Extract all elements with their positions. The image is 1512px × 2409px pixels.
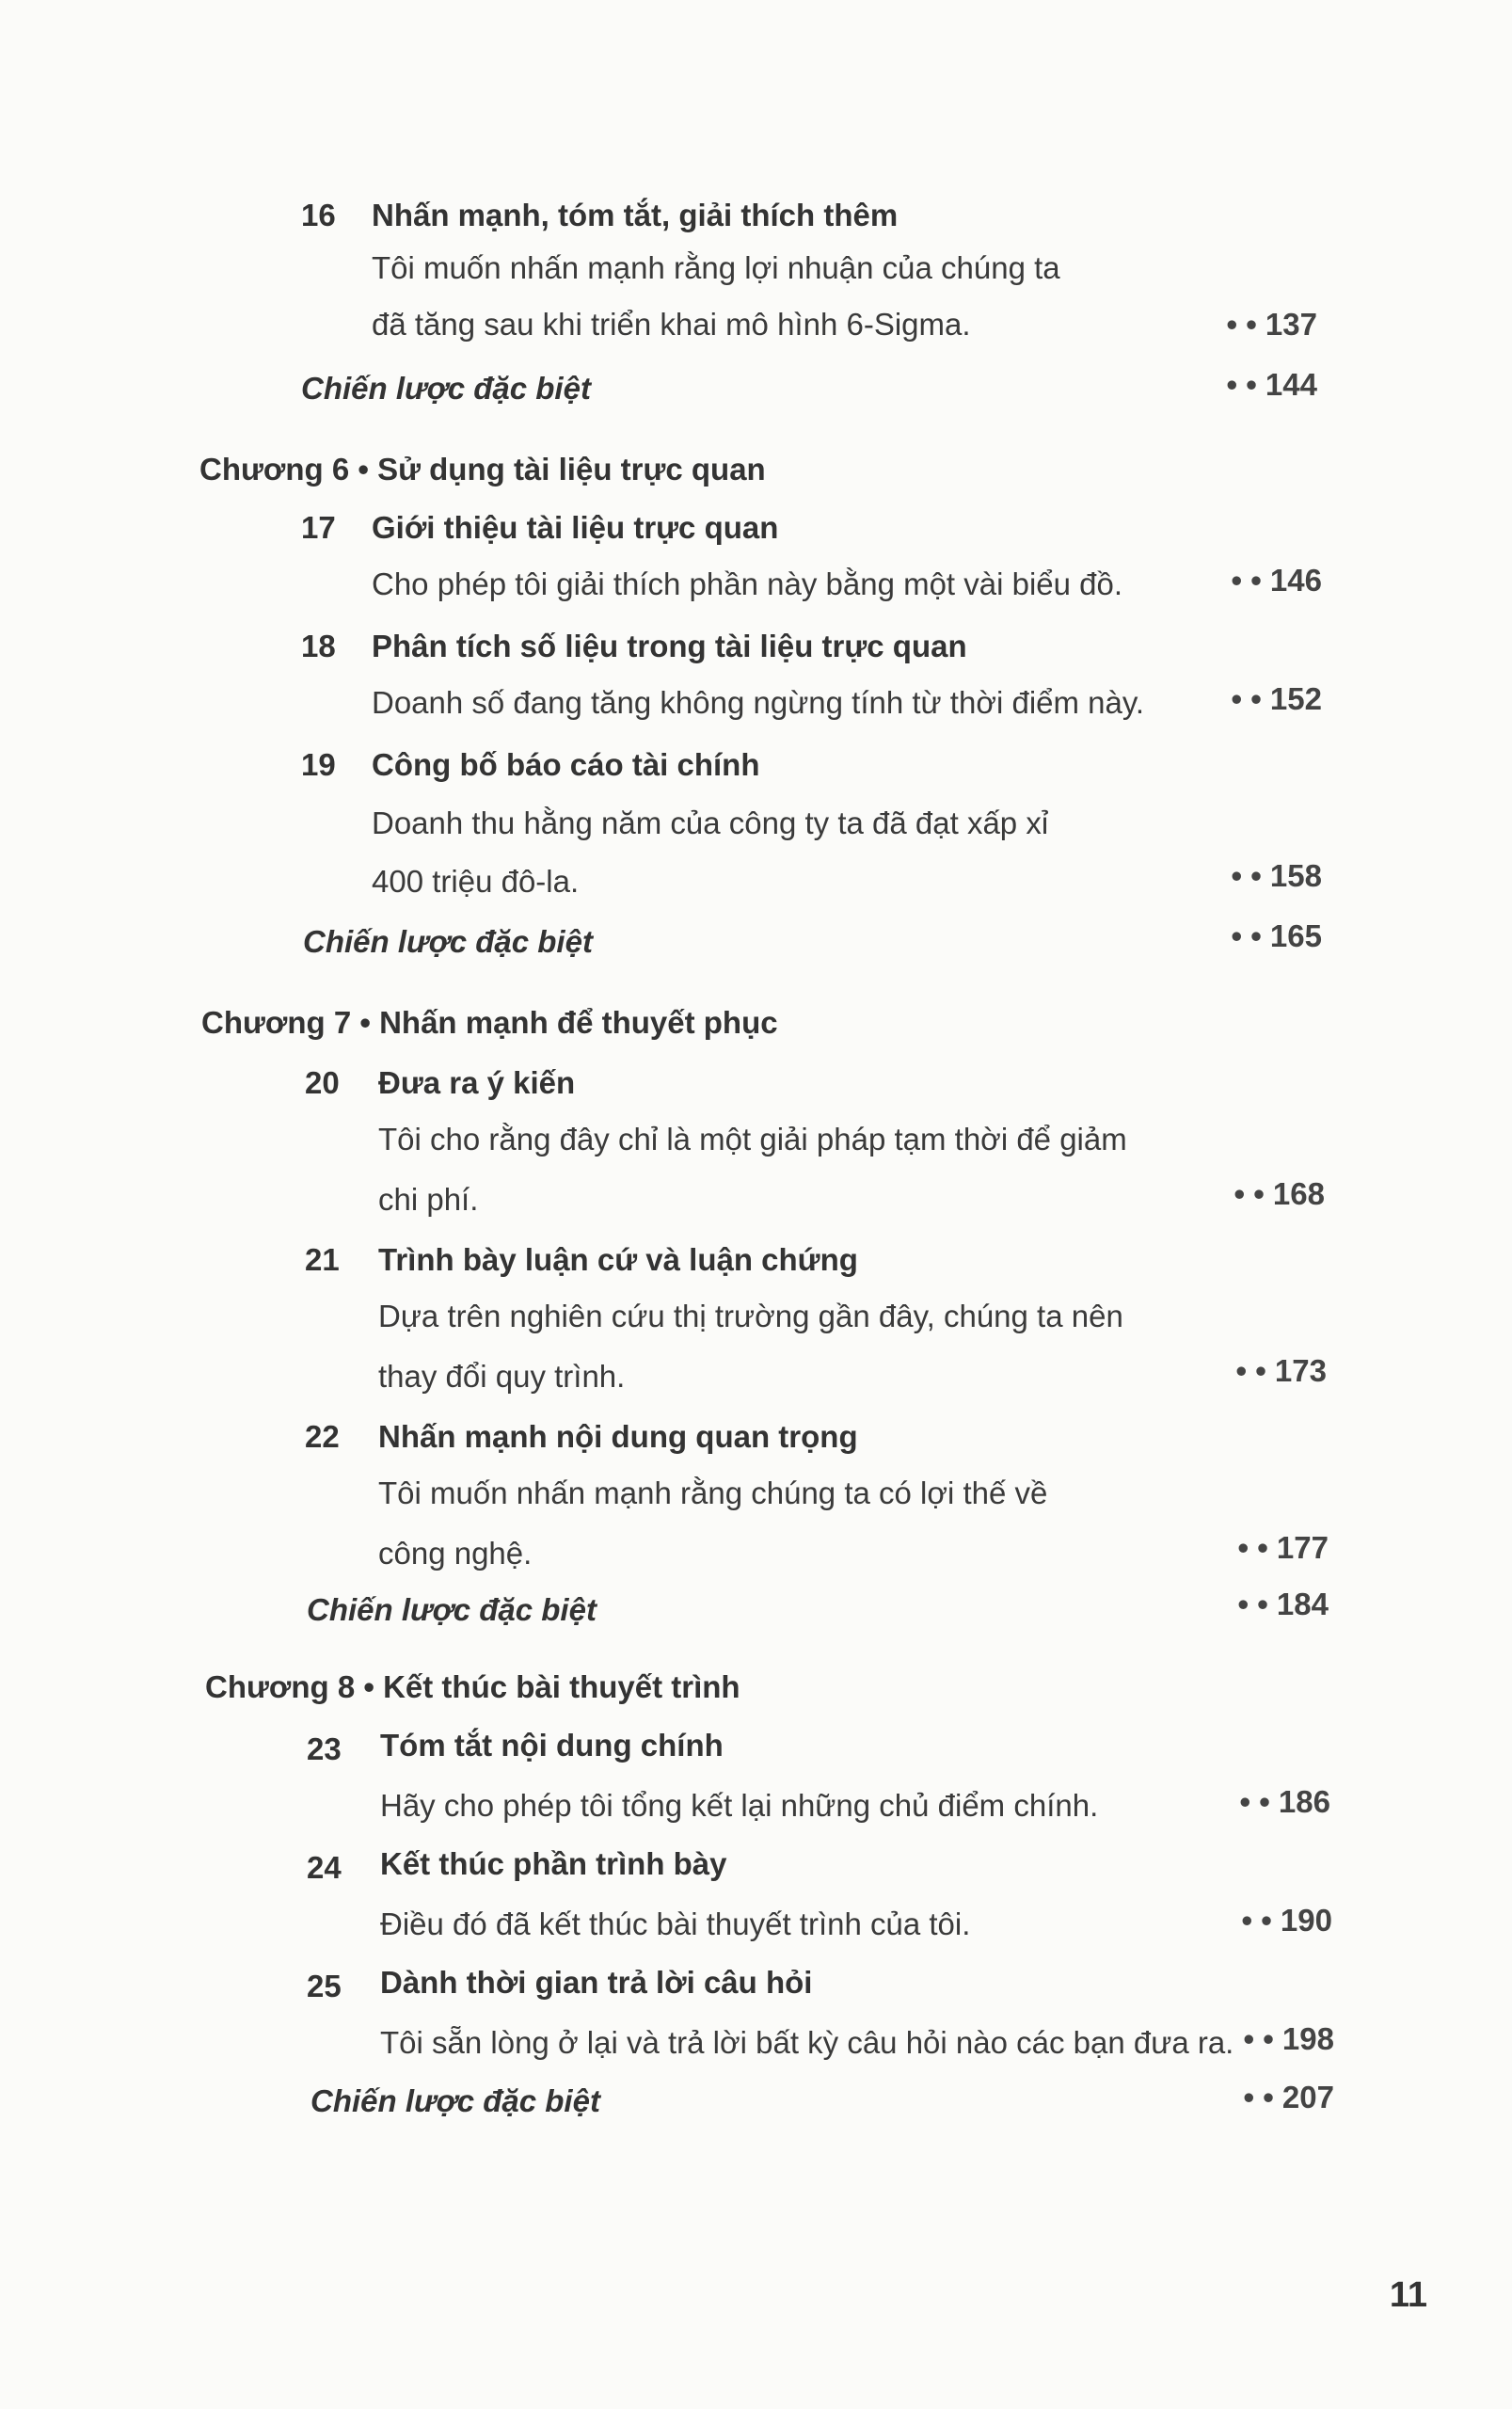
chapter-heading: Chương 6 • Sử dụng tài liệu trực quan xyxy=(199,452,766,487)
chapter-heading: Chương 7 • Nhấn mạnh để thuyết phục xyxy=(201,1005,778,1040)
entry-example: Tôi muốn nhấn mạnh rằng chúng ta có lợi thế về xyxy=(378,1476,1048,1510)
entry-number: 21 xyxy=(305,1242,340,1277)
entry-page: • • 207 xyxy=(1243,2080,1334,2114)
entry-example: Hãy cho phép tôi tổng kết lại những chủ điểm chính. xyxy=(380,1788,1099,1823)
entry-title: Trình bày luận cứ và luận chứng xyxy=(378,1242,858,1277)
chapter-heading: Chương 8 • Kết thúc bài thuyết trình xyxy=(205,1669,740,1704)
special-strategy-label: Chiến lược đặc biệt xyxy=(310,2083,600,2118)
page-number: 11 xyxy=(1389,2275,1427,2315)
entry-number: 24 xyxy=(307,1850,342,1885)
entry-number: 17 xyxy=(301,510,336,545)
entry-number: 19 xyxy=(301,747,336,782)
entry-number: 22 xyxy=(305,1419,340,1454)
entry-example: Cho phép tôi giải thích phần này bằng một vài biểu đồ. xyxy=(372,566,1123,601)
entry-number: 25 xyxy=(307,1969,342,2003)
entry-title: Nhấn mạnh, tóm tắt, giải thích thêm xyxy=(372,198,899,232)
entry-page: • • 173 xyxy=(1235,1353,1327,1388)
entry-number: 23 xyxy=(307,1731,342,1766)
entry-title: Dành thời gian trả lời câu hỏi xyxy=(380,1965,813,2000)
entry-page: • • 198 xyxy=(1243,2021,1334,2056)
entry-example: thay đổi quy trình. xyxy=(378,1359,626,1394)
entry-number: 18 xyxy=(301,629,336,663)
entry-page: • • 158 xyxy=(1231,858,1322,893)
entry-example: Doanh thu hằng năm của công ty ta đã đạt xấp xỉ xyxy=(372,806,1049,840)
entry-title: Giới thiệu tài liệu trực quan xyxy=(372,510,779,545)
entry-example: Tôi sẵn lòng ở lại và trả lời bất kỳ câu hỏi nào các bạn đưa ra. xyxy=(380,2025,1234,2060)
entry-page: • • 165 xyxy=(1231,918,1322,953)
entry-title: Nhấn mạnh nội dung quan trọng xyxy=(378,1419,858,1454)
entry-title: Công bố báo cáo tài chính xyxy=(372,747,760,782)
entry-example: Tôi cho rằng đây chỉ là một giải pháp tạm thời để giảm xyxy=(378,1122,1127,1157)
entry-page: • • 144 xyxy=(1226,367,1317,402)
entry-example: Doanh số đang tăng không ngừng tính từ thời điểm này. xyxy=(372,685,1145,720)
entry-page: • • 152 xyxy=(1231,681,1322,716)
special-strategy-label: Chiến lược đặc biệt xyxy=(307,1592,597,1627)
special-strategy-label: Chiến lược đặc biệt xyxy=(303,924,593,959)
entry-title: Phân tích số liệu trong tài liệu trực quan xyxy=(372,629,967,663)
entry-example: Dựa trên nghiên cứu thị trường gần đây, chúng ta nên xyxy=(378,1299,1123,1333)
entry-example: công nghệ. xyxy=(378,1536,533,1571)
entry-example: Điều đó đã kết thúc bài thuyết trình của tôi. xyxy=(380,1906,971,1941)
entry-title: Kết thúc phần trình bày xyxy=(380,1846,727,1881)
entry-page: • • 177 xyxy=(1237,1530,1329,1565)
entry-title: Tóm tắt nội dung chính xyxy=(380,1728,724,1763)
entry-example: Tôi muốn nhấn mạnh rằng lợi nhuận của chúng ta xyxy=(372,250,1060,285)
entry-page: • • 184 xyxy=(1237,1587,1329,1621)
special-strategy-label: Chiến lược đặc biệt xyxy=(301,371,591,406)
entry-page: • • 186 xyxy=(1239,1784,1330,1819)
entry-title: Đưa ra ý kiến xyxy=(378,1065,576,1100)
entry-example: 400 triệu đô-la. xyxy=(372,864,580,899)
entry-number: 16 xyxy=(301,198,336,232)
entry-page: • • 168 xyxy=(1233,1176,1325,1211)
entry-example: đã tăng sau khi triển khai mô hình 6-Sigma. xyxy=(372,307,971,342)
entry-page: • • 137 xyxy=(1226,307,1317,342)
entry-example: chi phí. xyxy=(378,1182,479,1217)
entry-number: 20 xyxy=(305,1065,340,1100)
entry-page: • • 146 xyxy=(1231,563,1322,598)
entry-page: • • 190 xyxy=(1241,1903,1332,1938)
